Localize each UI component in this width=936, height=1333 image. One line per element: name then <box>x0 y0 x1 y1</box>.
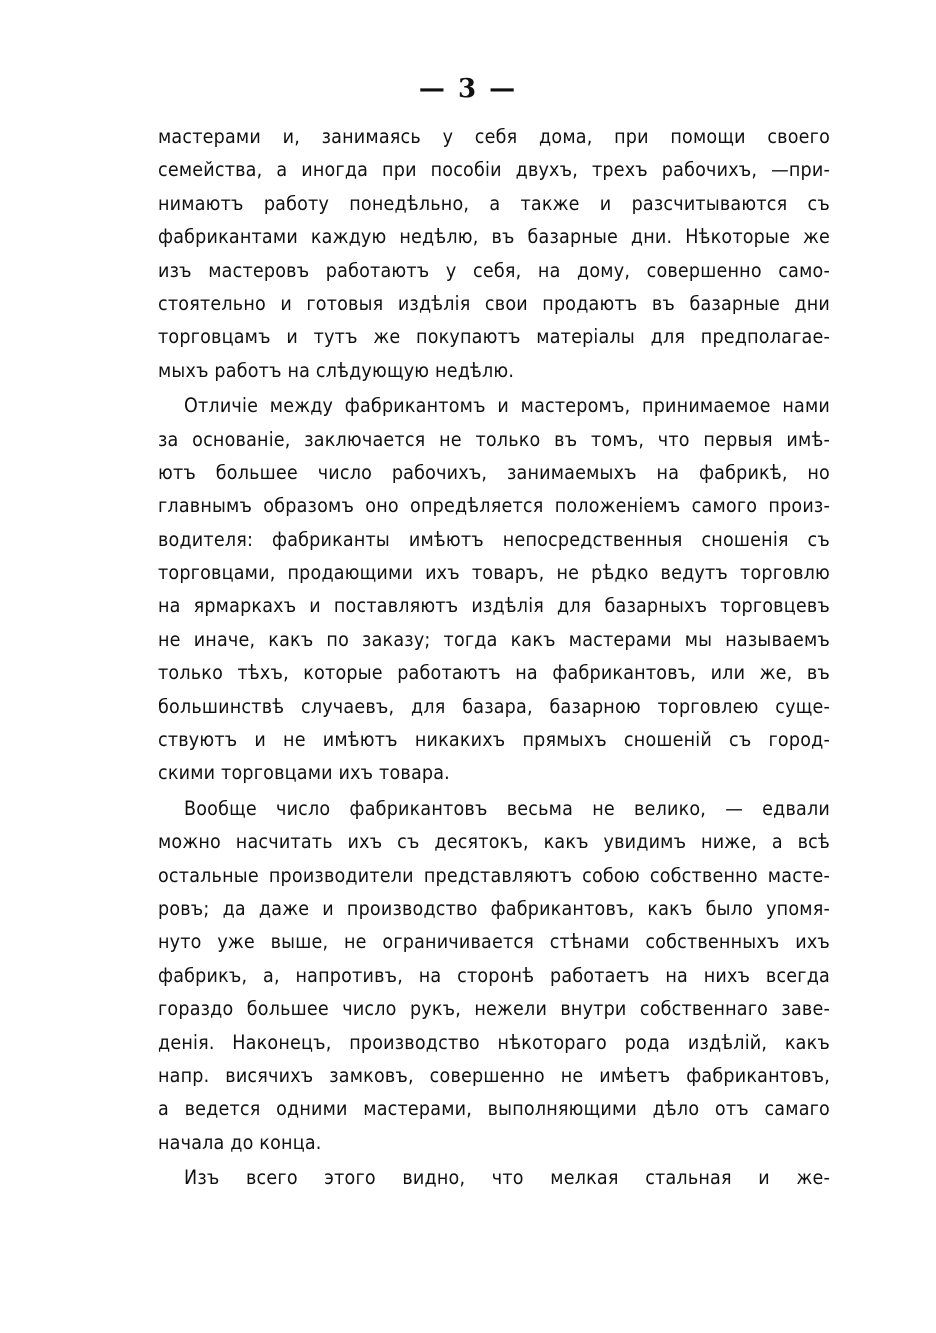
text-line: ютъ большее число рабочихъ, занимаемыхъ на фабрикѣ, но <box>158 460 830 484</box>
page-number: — 3 — <box>418 74 518 104</box>
text-line: гораздо большее число рукъ, нежели внутри собственнаго заве- <box>158 997 830 1021</box>
text-line: фабрикантами каждую недѣлю, въ базарные дни. Нѣкоторые же <box>158 225 830 249</box>
text-line: водителя: фабриканты имѣютъ непосредственныя сношенія съ <box>158 527 830 551</box>
text-line: мастерами и, занимаясь у себя дома, при помощи своего <box>158 125 830 148</box>
text-line: только тѣхъ, которые работаютъ на фабрикантовъ, или же, въ <box>158 661 830 685</box>
paragraph-2 <box>158 389 830 790</box>
text-line: мыхъ работъ на слѣдующую недѣлю. <box>158 358 515 382</box>
text-line: за основаніе, заключается не только въ томъ, что первыя имѣ- <box>158 427 830 451</box>
paragraph-1 <box>158 120 830 387</box>
text-line: главнымъ образомъ оно опредѣляется положеніемъ самого произ- <box>158 494 830 518</box>
paragraph-4 <box>158 1161 830 1194</box>
text-line: скими торговцами ихъ товара. <box>158 761 450 785</box>
text-line: изъ мастеровъ работаютъ у себя, на дому, совершенно само- <box>158 258 830 282</box>
text-line: можно насчитать ихъ съ десятокъ, какъ увидимъ ниже, а всѣ <box>158 830 830 854</box>
text-line: семейства, а иногда при пособіи двухъ, трехъ рабочихъ, —при- <box>158 158 830 182</box>
text-line: ровъ; да даже и производство фабрикантовъ, какъ было упомя- <box>158 896 830 920</box>
text-line: фабрикъ, а, напротивъ, на сторонѣ работаетъ на нихъ всегда <box>158 963 830 987</box>
text-line: остальные производители представляютъ собою собственно масте- <box>158 863 830 887</box>
text-line: торговцамъ и тутъ же покупаютъ матеріалы для предполагае- <box>158 325 830 349</box>
text-line: Изъ всего этого видно, что мелкая стальная и же- <box>184 1166 830 1190</box>
text-line: начала до конца. <box>158 1130 322 1154</box>
text-line: не иначе, какъ по заказу; тогда какъ мастерами мы называемъ <box>158 627 830 651</box>
text-line: на ярмаркахъ и поставляютъ издѣлія для базарныхъ торговцевъ <box>158 594 830 618</box>
text-line: напр. висячихъ замковъ, совершенно не имѣетъ фабрикантовъ, <box>158 1063 830 1087</box>
text-line: Вообще число фабрикантовъ весьма не велико, — едвали <box>184 796 830 820</box>
body-text <box>158 120 830 1195</box>
text-line: денія. Наконецъ, производство нѣкотораго рода издѣлій, какъ <box>158 1030 830 1054</box>
text-line: большинствѣ случаевъ, для базара, базарною торговлею суще- <box>158 694 830 718</box>
text-line: нуто уже выше, не ограничивается стѣнами собственныхъ ихъ <box>158 930 830 954</box>
text-line: нимаютъ работу понедѣльно, а также и разсчитываются съ <box>158 191 830 215</box>
text-line: Отличіе между фабрикантомъ и мастеромъ, принимаемое нами <box>184 394 830 418</box>
text-line: ствуютъ и не имѣютъ никакихъ прямыхъ сношеній съ город- <box>158 728 830 752</box>
paragraph-3 <box>158 792 830 1159</box>
text-line: торговцами, продающими ихъ товаръ, не рѣдко ведутъ торговлю <box>158 561 830 585</box>
text-line: стоятельно и готовыя издѣлія свои продаютъ въ базарные дни <box>158 291 830 315</box>
text-line: а ведется одними мастерами, выполняющими дѣло отъ самаго <box>158 1097 830 1121</box>
